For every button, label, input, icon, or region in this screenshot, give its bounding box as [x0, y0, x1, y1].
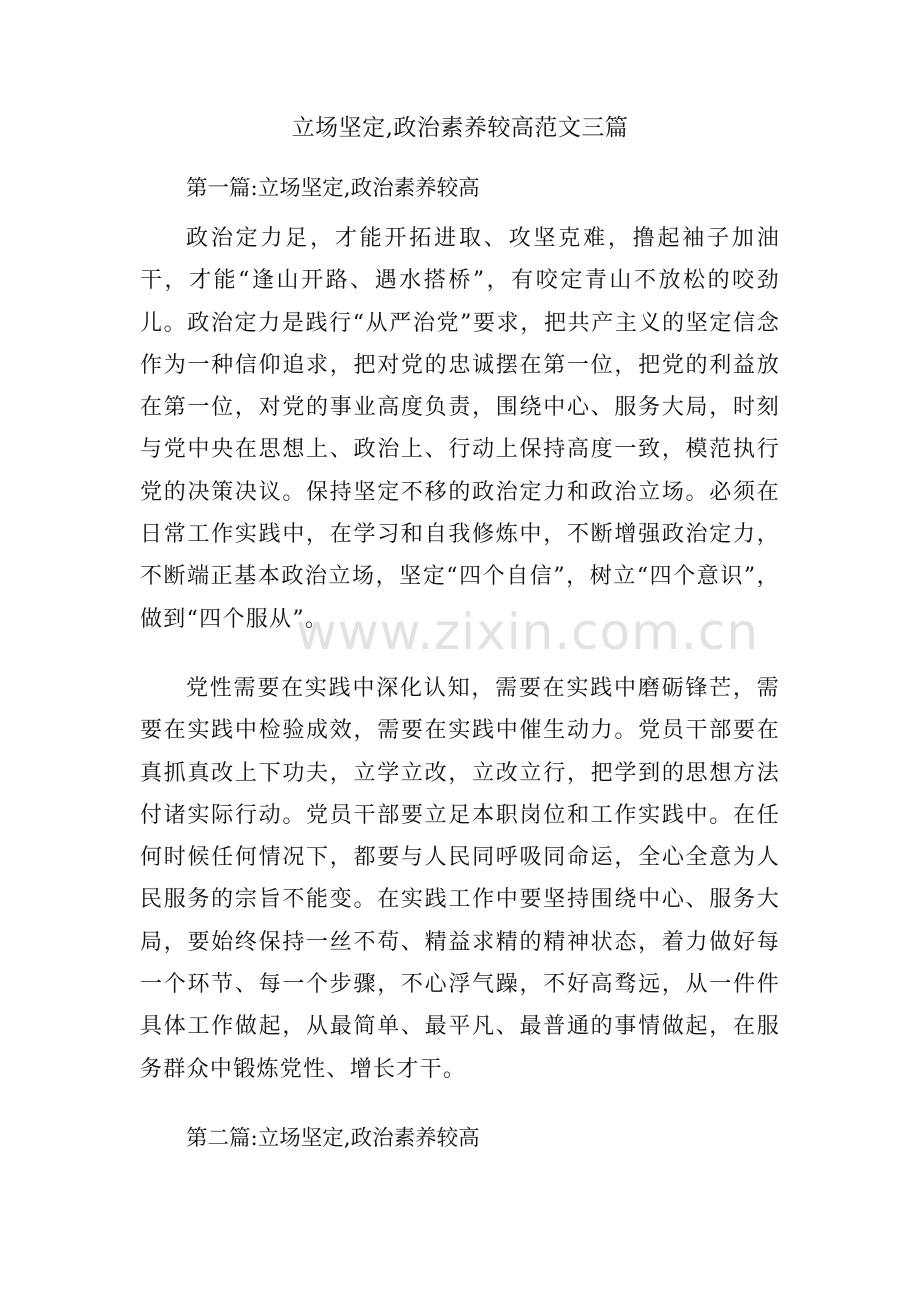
- section-heading-2: 第二篇:立场坚定,政治素养较高: [186, 1126, 480, 1151]
- document-title: 立场坚定,政治素养较高范文三篇: [291, 115, 629, 141]
- watermark-text: www.zixin.com.cn: [296, 603, 760, 661]
- section-1-paragraph-2: 党性需要在实践中深化认知，需要在实践中磨砺锋芒，需要在实践中检验成效，需要在实践中催生动力。党员干部要在真抓真改上下功夫，立学立改，立改立行，把学到的思想方法付诸实际行动。党员干部要立足本职岗位和工作实践中。在任何时候任何情况下，都要与人民同呼吸同命运，全心全意为人民服务的宗旨不能变。在实践工作中要坚持围绕中心、服务大局，要始终保持一丝不苟、精益求精的精神状态，着力做好每一个环节、每一个步骤，不心浮气躁，不好高骛远，从一件件具体工作做起，从最简单、最平凡、最普通的事情做起，在服务群众中锻炼党性、增长才干。: [140, 676, 780, 1082]
- section-1-paragraph-1: 政治定力足，才能开拓进取、攻坚克难，撸起袖子加油干，才能“逢山开路、遇水搭桥”，有咬定青山不放松的咬劲儿。政治定力是践行“从严治党”要求，把共产主义的坚定信念作为一种信仰追求，把对党的忠诚摆在第一位，把党的利益放在第一位，对党的事业高度负责，围绕中心、服务大局，时刻与党中央在思想上、政治上、行动上保持高度一致，模范执行党的决策决议。保持坚定不移的政治定力和政治立场。必须在日常工作实践中，在学习和自我修炼中，不断增强政治定力，不断端正基本政治立场，坚定“四个自信”，树立“四个意识”，做到“四个服从”。: [140, 226, 780, 632]
- section-heading-1: 第一篇:立场坚定,政治素养较高: [186, 176, 480, 201]
